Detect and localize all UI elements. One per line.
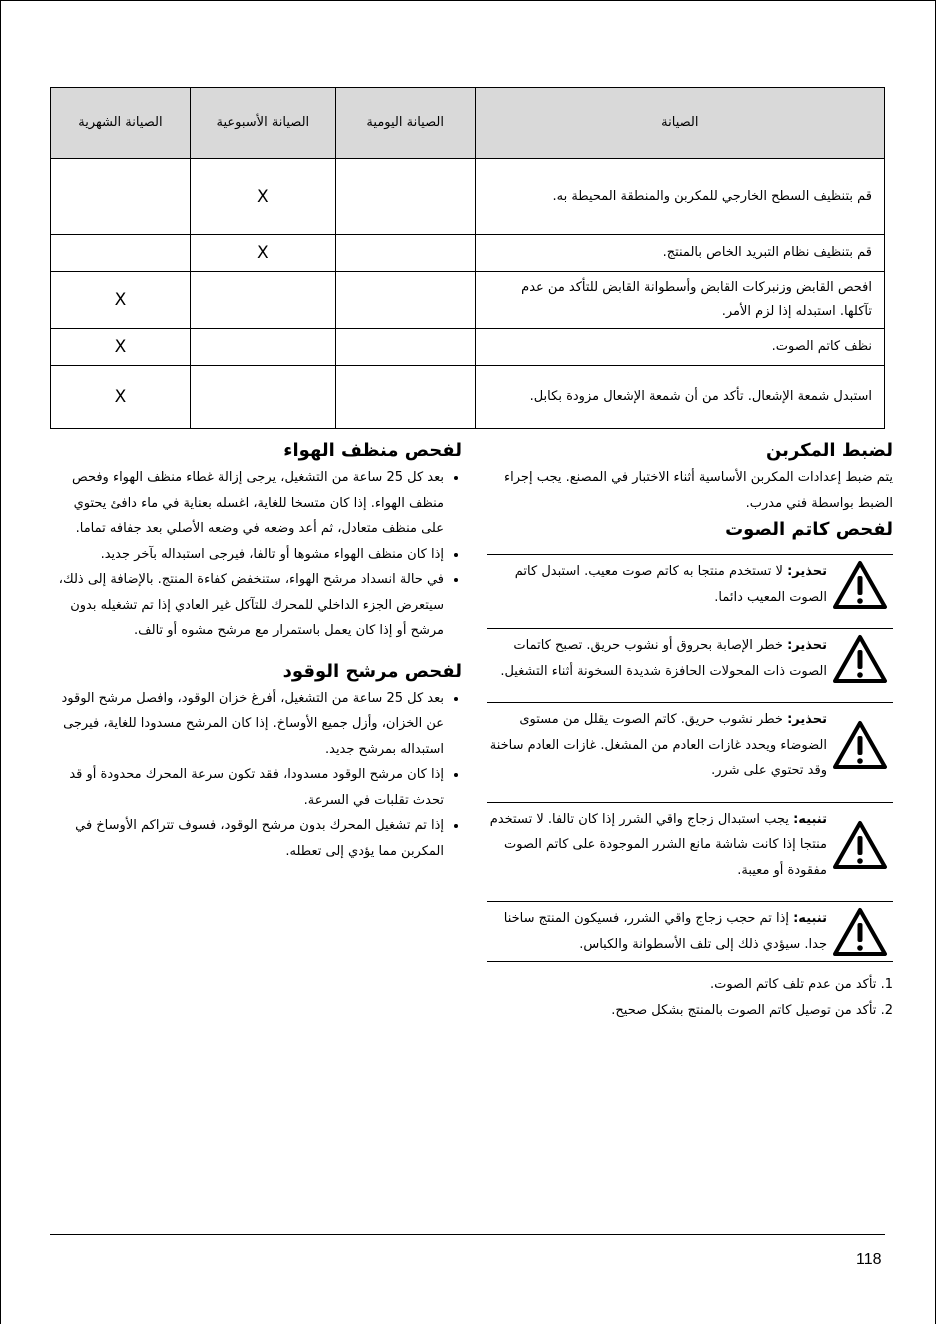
header-weekly: الصيانة الأسبوعية [190, 88, 335, 159]
step-text: تأكد من توصيل كاتم الصوت بالمنتج بشكل صحيح. [611, 1003, 877, 1018]
monthly-cell [51, 235, 191, 272]
fuel-filter-heading: لفحص مرشح الوقود [282, 660, 462, 682]
caution-text: يجب استبدال زجاج واقي الشرر إذا كان تالفا. لا تستخدم منتجا إذا كانت شاشة مانع الشرر الموجودة على كاتم الصوت مفقودة أو معيبة. [489, 811, 827, 878]
carburetor-text: يتم ضبط إعدادات المكربن الأساسية أثناء الاختبار في المصنع. يجب إجراء الضبط بواسطة فني مدرب. [504, 470, 893, 511]
warning-label: تحذير: [787, 638, 827, 653]
step-text: تأكد من عدم تلف كاتم الصوت. [709, 977, 877, 992]
fuel-filter-list [50, 686, 462, 865]
list-item: • إذا تم تشغيل المحرك بدون مرشح الوقود، فسوف تتراكم الأوساخ في المكربن مما يؤدي إلى تعطله. [50, 813, 444, 864]
table-row [51, 272, 885, 329]
warning-label: تحذير: [787, 564, 827, 579]
caution-text: إذا تم حجب زجاج واقي الشرر، فسيكون المنتج ساخنا جدا. سيؤدي ذلك إلى تلف الأسطوانة والكباس. [503, 911, 827, 952]
warning-triangle-icon [827, 907, 893, 957]
table-row [51, 159, 885, 235]
caution-label: تنبيه: [793, 911, 827, 926]
caution-label: تنبيه: [793, 811, 827, 827]
warning-label: تحذير: [787, 712, 827, 727]
weekly-cell [190, 366, 335, 429]
weekly-cell [190, 329, 335, 366]
weekly-cell: X [190, 235, 335, 272]
weekly-cell: X [190, 159, 335, 235]
table-header-row [51, 88, 885, 159]
warning-triangle-icon [827, 634, 893, 684]
task-cell: استبدل شمعة الإشعال. تأكد من أن شمعة الإشعال مزودة بكابل. [475, 366, 884, 429]
muffler-heading: لفحص كاتم الصوت [725, 519, 893, 540]
daily-cell [335, 235, 475, 272]
step-item [487, 998, 893, 1024]
warning-triangle-icon [827, 720, 893, 770]
right-column [487, 437, 893, 1024]
warning-text: خطر الإصابة بحروق أو نشوب حريق. تصبح كاتمات الصوت ذات المحولات الحافزة شديدة السخونة أثناء التشغيل. [500, 638, 827, 679]
table-row [51, 329, 885, 366]
table-row [51, 366, 885, 429]
task-cell: نظف كاتم الصوت. [475, 329, 884, 366]
header-daily: الصيانة اليومية [335, 88, 475, 159]
list-item: • إذا كان منظف الهواء مشوها أو تالفا، فيرجى استبداله بآخر جديد. [50, 542, 444, 568]
page-number: 118 [856, 1251, 882, 1268]
list-item: • بعد كل 25 ساعة من التشغيل، يرجى إزالة غطاء منظف الهواء وفحص منظف الهواء. إذا كان متسخا للغاية، اغسله بعناية في ماء دافئ يحتوي على منظف متعادل، ثم أعد وضعه في وضعه الأصلي بعد جفافه تماما. [50, 465, 444, 542]
task-cell: قم بتنظيف السطح الخارجي للمكربن والمنطقة المحيطة به. [475, 159, 884, 235]
step-item [487, 972, 893, 998]
daily-cell [335, 272, 475, 329]
warning-box [487, 702, 893, 788]
step-number: 1. [880, 977, 893, 992]
caution-box [487, 802, 893, 888]
monthly-cell [51, 159, 191, 235]
list-item: • بعد كل 25 ساعة من التشغيل، أفرغ خزان الوقود، وافصل مرشح الوقود عن الخزان، وأزل جميع الأوساخ. إذا كان المرشح مسدودا للغاية، فيرجى استبداله بمرشح جديد. [50, 686, 444, 763]
maintenance-table [50, 87, 885, 429]
page-border-left [0, 0, 1, 1324]
warning-triangle-icon [827, 560, 893, 610]
air-cleaner-heading: لفحص منظف الهواء [283, 440, 462, 461]
monthly-cell: X [51, 272, 191, 329]
step-list [487, 972, 893, 1024]
warning-text: لا تستخدم منتجا به كاتم صوت معيب. استبدل كاتم الصوت المعيب دائما. [514, 564, 827, 605]
task-cell: افحص القابض وزنبركات القابض وأسطوانة القابض للتأكد من عدم تآكلها. استبدله إذا لزم الأمر. [475, 272, 884, 329]
table-row [51, 235, 885, 272]
caution-box [487, 901, 893, 962]
daily-cell [335, 366, 475, 429]
daily-cell [335, 329, 475, 366]
header-maintenance: الصيانة [475, 88, 884, 159]
step-number: 2. [880, 1003, 893, 1018]
header-monthly: الصيانة الشهرية [51, 88, 191, 159]
warning-box [487, 554, 893, 614]
air-cleaner-list [50, 465, 462, 644]
monthly-cell: X [51, 329, 191, 366]
left-column [50, 437, 462, 864]
weekly-cell [190, 272, 335, 329]
carburetor-heading: لضبط المكربن [765, 440, 893, 461]
footer-rule [50, 1234, 885, 1235]
warning-box [487, 628, 893, 688]
list-item: • إذا كان مرشح الوقود مسدودا، فقد تكون سرعة المحرك محدودة أو قد تحدث تقلبات في السرعة. [50, 762, 444, 813]
list-item: • في حالة انسداد مرشح الهواء، ستنخفض كفاءة المنتج. بالإضافة إلى ذلك، سيتعرض الجزء الداخلي للمحرك للتآكل غير العادي إذا تم تشغيله بدون مرشح أو إذا كان يعمل باستمرار مع مرشح مشوه أو تالف. [50, 567, 444, 644]
warning-triangle-icon [827, 820, 893, 870]
warning-text: خطر نشوب حريق. كاتم الصوت يقلل من مستوى الضوضاء ويحدد غازات العادم من المشغل. غازات العادم ساخنة وقد تحتوي على شرر. [489, 712, 827, 778]
monthly-cell: X [51, 366, 191, 429]
daily-cell [335, 159, 475, 235]
page-border-top [0, 0, 935, 1]
task-cell: قم بتنظيف نظام التبريد الخاص بالمنتج. [475, 235, 884, 272]
